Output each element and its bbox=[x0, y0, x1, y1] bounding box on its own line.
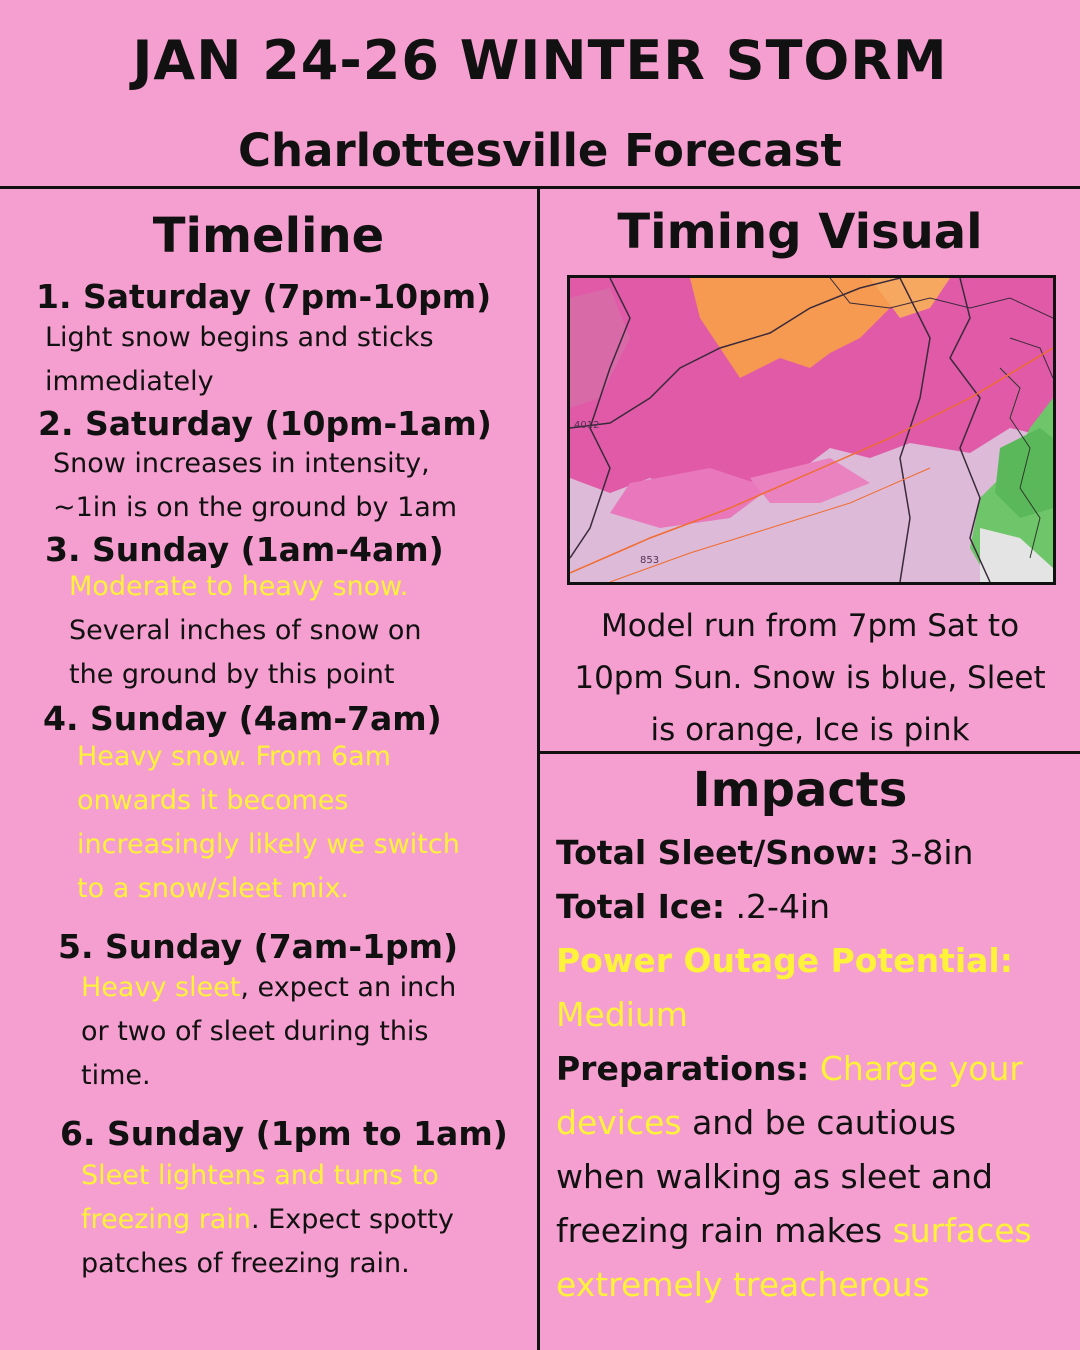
timeline-heading: Timeline bbox=[152, 208, 385, 264]
timeline-desc: Light snow begins and sticks immediately bbox=[45, 322, 434, 397]
highlight-text: Moderate to heavy snow. bbox=[69, 571, 409, 602]
map-label: 853 bbox=[640, 555, 660, 566]
map-caption: Model run from 7pm Sat to 10pm Sun. Snow is blue, Sleet is orange, Ice is pink bbox=[574, 608, 1046, 748]
page-subtitle: Charlottesville Forecast bbox=[238, 124, 842, 177]
timeline-step: 5. Sunday (7am-1pm) bbox=[58, 927, 459, 966]
timeline-desc: Moderate to heavy snow. Several inches of snow on the ground by this point bbox=[69, 565, 422, 697]
timeline-desc: Heavy sleet, expect an inch or two of sleet during this time. bbox=[81, 972, 457, 1091]
highlight-text: Sleet lightens and turns to bbox=[81, 1160, 439, 1191]
timeline-desc: Snow increases in intensity, ~1in is on the ground by 1am bbox=[53, 448, 458, 523]
snow-total: Total Sleet/Snow: 3-8in bbox=[556, 833, 974, 872]
timing-visual-heading: Timing Visual bbox=[617, 204, 983, 260]
header-divider bbox=[0, 186, 1080, 189]
timeline-step: 6. Sunday (1pm to 1am) bbox=[60, 1114, 508, 1153]
timeline-step: 1. Saturday (7pm-10pm) bbox=[36, 277, 492, 316]
power-outage-value: Medium bbox=[556, 995, 688, 1034]
map-image bbox=[570, 278, 1053, 582]
header bbox=[0, 0, 1080, 188]
page-title: JAN 24-26 WINTER STORM bbox=[132, 29, 948, 92]
impacts-list: Total Sleet/Snow: 3-8in Total Ice: .2-4in Power Outage Potential: Medium Preparations: Charge your devices and be cautious when walking as sleet and freezing rain makes surfaces extremely treacherous bbox=[556, 826, 1071, 1312]
timeline-desc: Sleet lightens and turns to freezing rain. Expect spotty patches of freezing rain. bbox=[81, 1154, 454, 1286]
model-run-map bbox=[567, 275, 1056, 585]
highlight-text: Heavy sleet bbox=[81, 972, 241, 1003]
ice-total: Total Ice: .2-4in bbox=[556, 887, 831, 926]
preparations-line: Preparations: Charge your bbox=[556, 1049, 1023, 1088]
impacts-heading: Impacts bbox=[692, 762, 908, 818]
map-label: 4012 bbox=[574, 420, 600, 431]
timeline-desc: Heavy snow. From 6am onwards it becomes increasingly likely we switch to a snow/sleet mix. bbox=[77, 741, 460, 904]
highlight-text: freezing rain bbox=[81, 1204, 252, 1235]
timeline-step: 4. Sunday (4am-7am) bbox=[43, 699, 442, 738]
timeline-step: 2. Saturday (10pm-1am) bbox=[38, 404, 492, 443]
power-outage-label: Power Outage Potential: bbox=[556, 941, 1013, 980]
timeline-step: 3. Sunday (1am-4am) bbox=[45, 530, 444, 569]
